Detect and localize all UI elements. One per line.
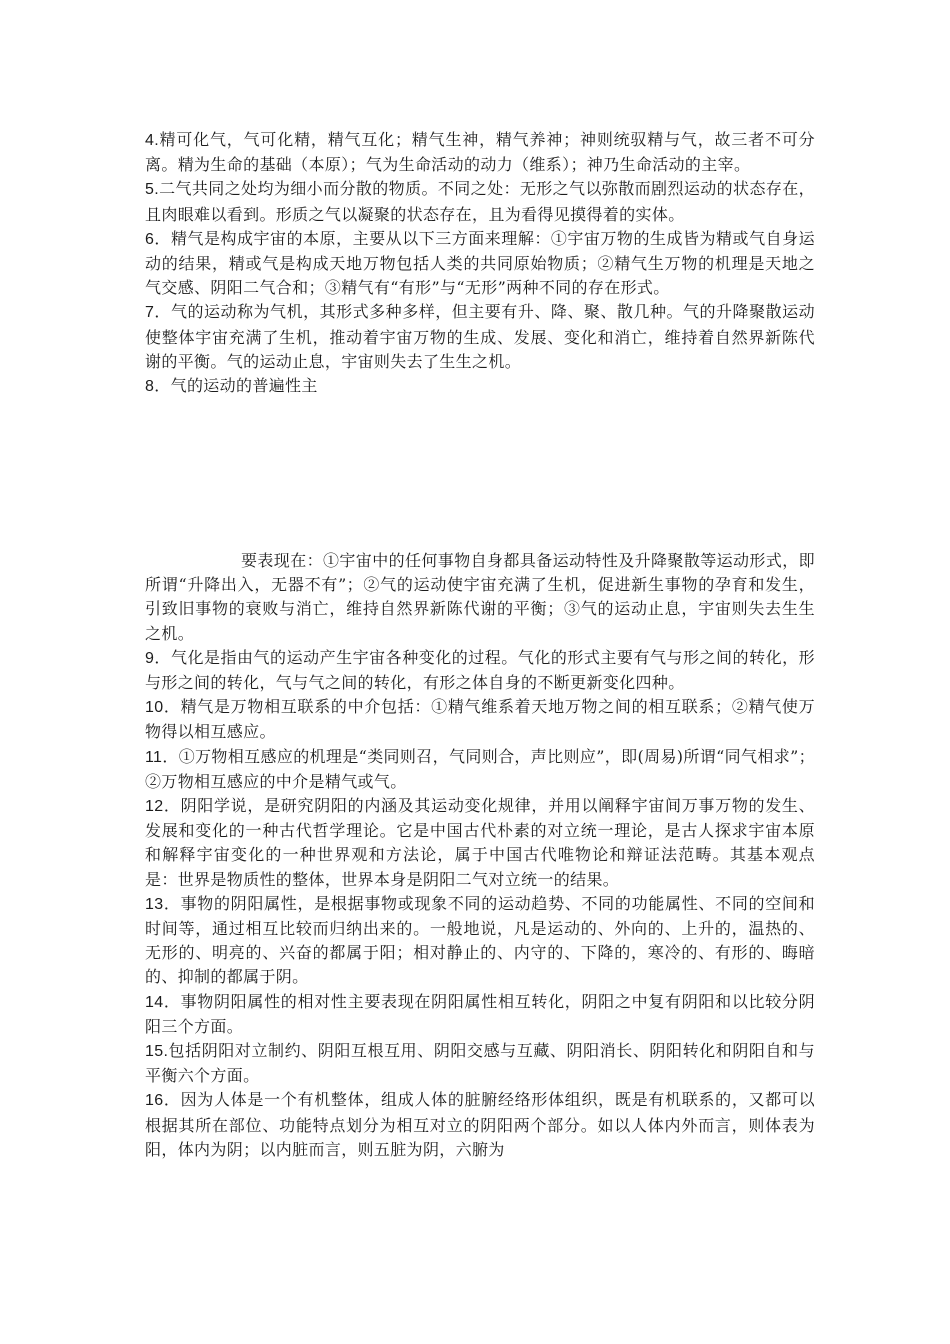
paragraph-13 bbox=[145, 892, 815, 990]
paragraph-text: 二气共同之处均为细小而分散的物质。不同之处：无形之气以弥散而剧烈运动的状态存在，且肉眼难以看到。形质之气以凝聚的状态存在，且为看得见摸得着的实体。 bbox=[145, 179, 815, 224]
paragraph-7 bbox=[145, 300, 815, 374]
paragraph-text: 包括阴阳对立制约、阴阳互根互用、阴阳交感与互藏、阴阳消长、阴阳转化和阴阳自和与平衡六个方面。 bbox=[145, 1041, 815, 1086]
paragraph-text: 气化是指由气的运动产生宇宙各种变化的过程。气化的形式主要有气与形之间的转化，形与形之间的转化，气与气之间的转化，有形之体自身的不断更新变化四种。 bbox=[145, 647, 815, 693]
paragraph-number: 14． bbox=[145, 993, 181, 1011]
paragraph-number: 4. bbox=[145, 132, 160, 149]
paragraph-text: 阴阳学说，是研究阴阳的内涵及其运动变化规律，并用以阐释宇宙间万事万物的发生、发展和变化的一种古代哲学理论。它是中国古代朴素的对立统一理论，是古人探求宇宙本原和解释宇宙变化的一种世界观和方法论，属于中国古代唯物论和辩证法范畴。其基本观点是：世界是物质性的整体，世界本身是阴阳二气对立统一的结果。 bbox=[145, 796, 815, 889]
paragraph-11 bbox=[145, 745, 815, 794]
paragraph-number: 16． bbox=[145, 1092, 181, 1110]
paragraph-6 bbox=[145, 227, 815, 301]
paragraph-5 bbox=[145, 177, 815, 226]
paragraph-text: 气的运动的普遍性主 bbox=[170, 376, 318, 396]
text-block-top bbox=[145, 128, 815, 399]
text-block-bottom bbox=[145, 549, 815, 1162]
paragraph-16 bbox=[145, 1088, 815, 1162]
paragraph-4 bbox=[145, 128, 815, 177]
paragraph-number: 11． bbox=[145, 748, 179, 766]
paragraph-8 bbox=[145, 374, 815, 399]
paragraph-text: ①万物相互感应的机理是“类同则召，气同则合，声比则应”，即(周易)所谓“同气相求”；②万物相互感应的中介是精气或气。 bbox=[145, 746, 815, 791]
paragraph-number: 6． bbox=[145, 230, 171, 248]
paragraph-text: 事物的阴阳属性，是根据事物或现象不同的运动趋势、不同的功能属性、不同的空间和时间等，通过相互比较而归纳出来的。一般地说，凡是运动的、外向的、上升的，温热的、无形的、明亮的、兴奋的都属于阳；相对静止的、内守的、下降的，寒冷的、有形的、晦暗的、抑制的都属于阴。 bbox=[145, 893, 815, 987]
paragraph-text: 要表现在：①宇宙中的任何事物自身都具备运动特性及升降聚散等运动形式，即所谓“升降出入，无器不有”；②气的运动使宇宙充满了生机，促进新生事物的孕育和发生，引致旧事物的衰败与消亡，维持自然界新陈代谢的平衡；③气的运动止息，宇宙则失去生生之机。 bbox=[145, 551, 815, 643]
paragraph-15 bbox=[145, 1039, 815, 1088]
paragraph-number: 8． bbox=[145, 378, 171, 396]
paragraph-number: 9． bbox=[145, 649, 171, 667]
paragraph-text: 精气是构成宇宙的本原，主要从以下三方面来理解：①宇宙万物的生成皆为精或气自身运动的结果，精或气是构成天地万物包括人类的共同原始物质；②精气生万物的机理是天地之气交感、阴阳二气合和；③精气有“有形”与“无形”两种不同的存在形式。 bbox=[145, 228, 815, 298]
paragraph-number: 15. bbox=[145, 1043, 169, 1061]
paragraph-text: 精气是万物相互联系的中介包括：①精气维系着天地万物之间的相互联系；②精气使万物得以相互感应。 bbox=[145, 697, 815, 742]
paragraph-text: 气的运动称为气机，其形式多种多样，但主要有升、降、聚、散几种。气的升降聚散运动使整体宇宙充满了生机，推动着宇宙万物的生成、发展、变化和消亡，维持着自然界新陈代谢的平衡。气的运动止息，宇宙则失去了生生之机。 bbox=[145, 302, 815, 371]
paragraph-text: 事物阴阳属性的相对性主要表现在阴阳属性相互转化，阴阳之中复有阴阳和以比较分阴阳三个方面。 bbox=[145, 991, 815, 1036]
paragraph-number: 13． bbox=[145, 895, 181, 913]
paragraph-text: 精可化气，气可化精，精气互化；精气生神，精气养神；神则统驭精与气，故三者不可分离。精为生命的基础（本原）；气为生命活动的动力（维系）；神乃生命活动的主宰。 bbox=[145, 130, 815, 175]
paragraph-number: 10． bbox=[145, 699, 181, 717]
paragraph-text: 因为人体是一个有机整体，组成人体的脏腑经络形体组织，既是有机联系的，又都可以根据其所在部位、功能特点划分为相互对立的阴阳两个部分。如以人体内外而言，则体表为阳，体内为阴；以内脏而言，则五脏为阴，六腑为 bbox=[145, 1090, 815, 1159]
paragraph-10 bbox=[145, 695, 815, 744]
paragraph-8-continued bbox=[145, 549, 815, 646]
paragraph-12 bbox=[145, 794, 815, 892]
paragraph-9 bbox=[145, 646, 815, 695]
paragraph-14 bbox=[145, 990, 815, 1039]
paragraph-number: 12． bbox=[145, 798, 181, 816]
paragraph-number: 5. bbox=[145, 181, 160, 199]
paragraph-number: 7． bbox=[145, 304, 171, 322]
